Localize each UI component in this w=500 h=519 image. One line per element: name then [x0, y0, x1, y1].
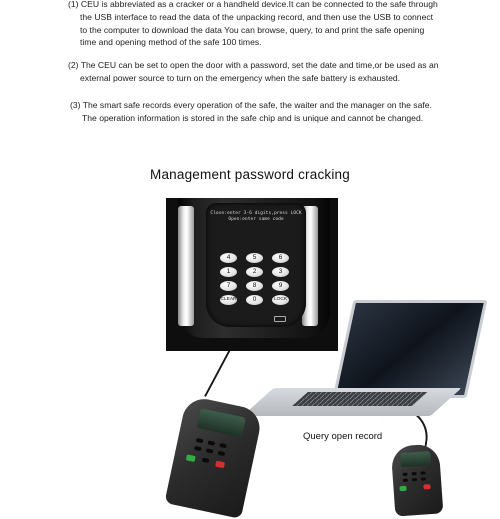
handheld-green-key [186, 454, 196, 462]
laptop-image [333, 300, 488, 398]
handheld-key [421, 477, 426, 480]
keypad-key: 3 [272, 267, 289, 277]
handheld-key [412, 478, 417, 481]
keypad-key-clear: CLEAR [220, 295, 237, 305]
keypad-key: 4 [220, 253, 237, 263]
handheld-device-image [391, 443, 444, 516]
usb-port-icon [274, 316, 286, 322]
section-title: Management password cracking [150, 167, 350, 182]
handheld-key [194, 446, 202, 451]
handheld-key [420, 471, 425, 474]
query-open-record-label: Query open record [303, 431, 383, 442]
handheld-key [403, 479, 408, 482]
handheld-red-key [423, 484, 430, 489]
keypad-key: 8 [246, 281, 263, 291]
keypad-key: 5 [246, 253, 263, 263]
paragraph-line: (3) The smart safe records every operation of the safe, the waiter and the manager on the safe. [70, 100, 432, 110]
handheld-key [411, 472, 416, 475]
paragraph-ceu-description [68, 0, 438, 49]
keypad-key: 0 [246, 295, 263, 305]
keypad-instruction-line: Close:enter 3-6 digits,press LOCK [210, 211, 302, 216]
paragraph-line: time and opening method of the safe 100 times. [80, 37, 262, 48]
paragraph-line: (2) The CEU can be set to open the door with a password, set the date and time,or be used as an [68, 60, 439, 70]
handheld-screen [400, 451, 431, 467]
keypad-instructions [206, 211, 306, 223]
keypad-key: 2 [246, 267, 263, 277]
paragraph-ceu-settings [68, 59, 439, 85]
paragraph-line: external power source to turn on the emergency when the safe battery is exhausted. [80, 72, 401, 83]
laptop-keyboard [292, 392, 428, 406]
handheld-key [196, 438, 204, 443]
paragraph-line: The operation information is stored in the safe chip and is unique and cannot be changed. [82, 112, 424, 123]
safe-keypad-image [166, 198, 338, 351]
keypad-key: 7 [220, 281, 237, 291]
handheld-screen [197, 408, 246, 437]
paragraph-line: the USB interface to read the data of the unpacking record, and then use the USB to connect [80, 11, 434, 22]
paragraph-line: (1) CEU is abbreviated as a cracker or a handheld device.It can be connected to the safe through [68, 0, 438, 9]
keypad-key: 1 [220, 267, 237, 277]
chrome-handle-left [178, 206, 194, 326]
paragraph-line: to the computer to download the data You can browse, query, to and print the safe opening [80, 24, 425, 35]
keypad-key-lock: LOCK [272, 295, 289, 305]
handheld-red-key [215, 461, 225, 469]
handheld-green-key [399, 486, 406, 491]
handheld-key [219, 443, 227, 448]
keypad-instruction-line: Open:enter same code [228, 217, 284, 222]
handheld-key [206, 448, 214, 453]
keypad-plate [206, 203, 306, 327]
keypad-key: 9 [272, 281, 289, 291]
paragraph-safe-records [70, 99, 432, 125]
handheld-key [202, 458, 210, 463]
keypad-key: 6 [272, 253, 289, 263]
handheld-key [207, 440, 215, 445]
handheld-key [402, 473, 407, 476]
handheld-device-image [164, 395, 263, 519]
handheld-key [218, 451, 226, 456]
